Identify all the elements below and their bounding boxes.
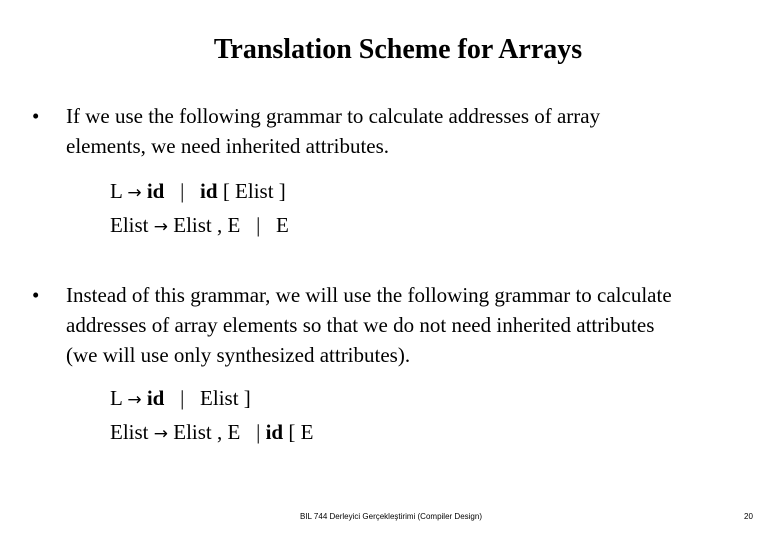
- rule-lhs: Elist: [110, 420, 154, 444]
- grammar-1-rule-l: [110, 174, 289, 208]
- bullet-2-line-2: addresses of array elements so that we do not need inherited attributes: [66, 313, 655, 337]
- rule-separator: |: [164, 179, 201, 203]
- bullet-1-text: [66, 101, 600, 161]
- bullet-2-line-3: (we will use only synthesized attributes).: [66, 343, 411, 367]
- rule-tail: [ E: [283, 420, 314, 444]
- bullet-2: [32, 280, 772, 370]
- bullet-1: [32, 101, 732, 161]
- slide-footer: BIL 744 Derleyici Gerçekleştirimi (Compiler Design): [300, 512, 482, 521]
- id-token: id: [146, 179, 165, 203]
- grammar-1: [110, 174, 289, 242]
- rule-lhs: L: [110, 386, 128, 410]
- bullet-1-line-2: elements, we need inherited attributes.: [66, 134, 390, 158]
- bullet-1-marker: •: [32, 104, 40, 128]
- bullet-2-text: [66, 280, 672, 370]
- arrow-icon: →: [127, 183, 142, 203]
- grammar-1-rule-elist: [110, 208, 289, 242]
- rule-rhs: Elist , E |: [168, 420, 266, 444]
- bullet-1-line-1: If we use the following grammar to calculate addresses of array: [66, 104, 601, 128]
- rule-tail: | Elist ]: [164, 386, 251, 410]
- grammar-2-rule-elist: [110, 415, 313, 449]
- grammar-2: [110, 381, 313, 449]
- slide-title: Translation Scheme for Arrays: [213, 34, 583, 65]
- id-token: id: [200, 179, 218, 203]
- grammar-2-rule-l: [110, 381, 313, 415]
- arrow-icon: →: [153, 217, 169, 237]
- rule-lhs: Elist: [110, 213, 154, 237]
- rule-rhs: Elist , E | E: [168, 213, 289, 237]
- rule-tail: [ Elist ]: [217, 179, 286, 203]
- bullet-2-line-1: Instead of this grammar, we will use the following grammar to calculate: [66, 283, 672, 307]
- id-token: id: [146, 386, 165, 410]
- page-number: 20: [744, 512, 753, 521]
- bullet-2-marker: •: [32, 283, 40, 307]
- arrow-icon: →: [127, 390, 142, 410]
- arrow-icon: →: [153, 424, 169, 444]
- rule-lhs: L: [110, 179, 128, 203]
- id-token: id: [265, 420, 284, 444]
